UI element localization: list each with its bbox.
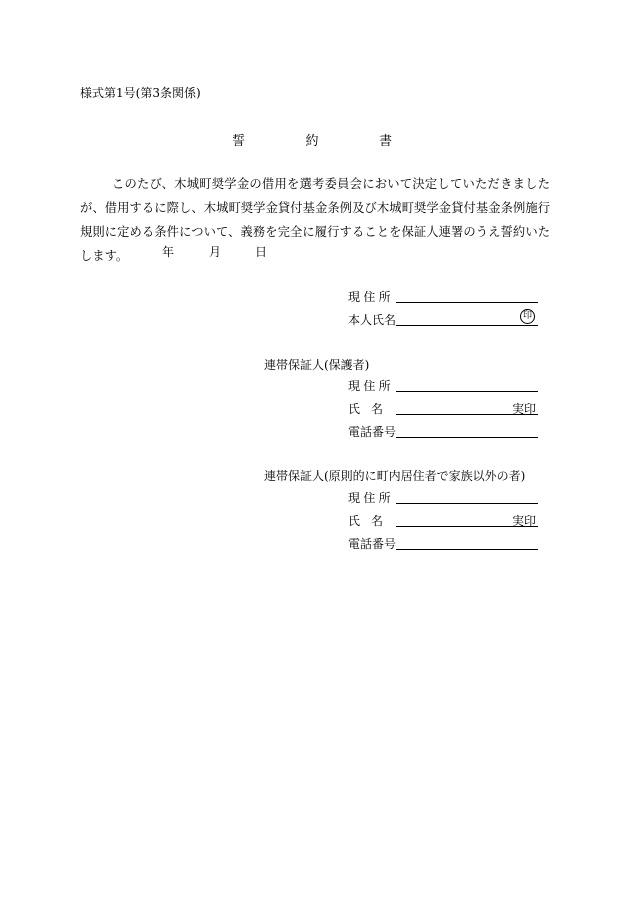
guarantor-1-address-field[interactable]: [396, 377, 538, 392]
guarantor-2-address-field[interactable]: [396, 489, 538, 504]
guarantor-2-heading: 連帯保証人(原則的に町内居住者で家族以外の者): [264, 469, 526, 483]
pledge-body-text: このたび、木城町奨学金の借用を選考委員会において決定していただきましたが、借用するに際し、木城町奨学金貸付基金条例及び木城町奨学金貸付基金条例施行規則に定める条件について、義務を完全に履行することを保証人連署のうえ誓約いたします。: [80, 177, 550, 263]
date-day-label: 日: [255, 245, 268, 259]
guarantor-1-seal-label: 実印: [511, 402, 536, 416]
guarantor-1-name-field[interactable]: [396, 400, 538, 415]
form-number: 様式第1号(第3条関係): [80, 86, 201, 100]
guarantor-2-seal-label: 実印: [511, 514, 536, 528]
title-char-1: 誓: [232, 134, 246, 149]
guarantor-1-name-row: [348, 400, 538, 418]
title-char-2: 約: [305, 134, 319, 149]
guarantor-2-address-row: [348, 489, 538, 507]
guarantor-1-address-label: 現 住 所: [348, 379, 391, 393]
seal-mark-icon: 印: [520, 309, 535, 324]
guarantor-2-name-row: [348, 512, 538, 530]
guarantor-2-address-label: 現 住 所: [348, 491, 391, 505]
applicant-name-label: 本人氏名: [348, 313, 397, 327]
guarantor-1-heading: 連帯保証人(保護者): [264, 358, 370, 372]
guarantor-1-phone-field[interactable]: [396, 423, 538, 438]
date-line: [162, 243, 267, 260]
guarantor-2-phone-label: 電話番号: [348, 537, 397, 551]
date-month-label: 月: [209, 245, 222, 259]
date-year-label: 年: [162, 245, 175, 259]
guarantor-2-name-label: 氏 名: [348, 514, 384, 528]
applicant-address-row: [348, 288, 538, 306]
applicant-name-field[interactable]: [396, 311, 538, 326]
guarantor-2-phone-row: [348, 535, 538, 553]
guarantor-1-phone-row: [348, 423, 538, 441]
guarantor-2-phone-field[interactable]: [396, 535, 538, 550]
applicant-name-row: [348, 311, 538, 329]
applicant-address-label: 現 住 所: [348, 290, 391, 304]
applicant-address-field[interactable]: [396, 288, 538, 303]
guarantor-1-address-row: [348, 377, 538, 395]
title-char-3: 書: [378, 134, 392, 149]
document-title: [232, 130, 392, 149]
guarantor-1-name-label: 氏 名: [348, 402, 384, 416]
guarantor-2-name-field[interactable]: [396, 512, 538, 527]
guarantor-1-phone-label: 電話番号: [348, 425, 397, 439]
